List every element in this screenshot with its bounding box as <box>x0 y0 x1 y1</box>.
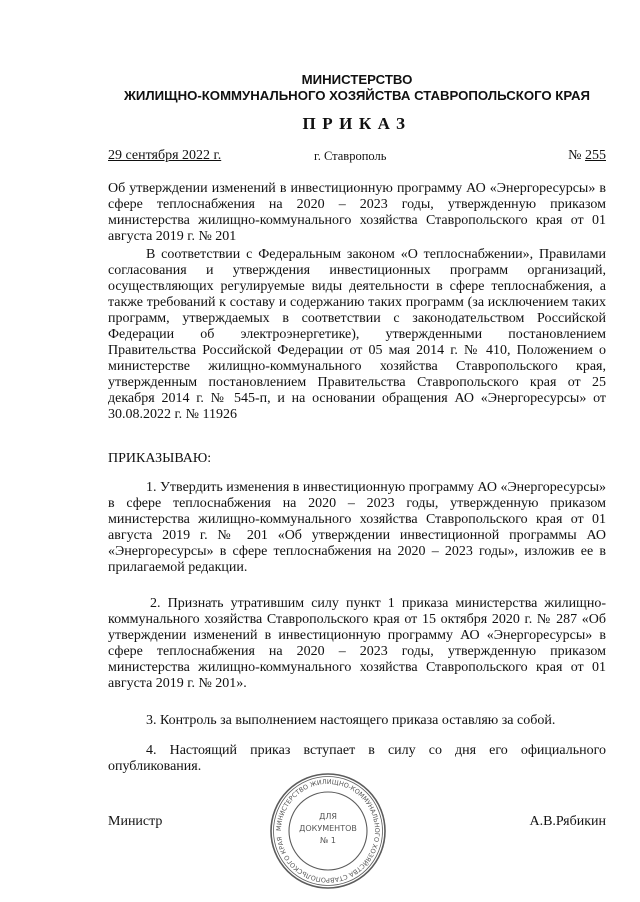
order-item-1: 1. Утвердить изменения в инвестиционную программу АО «Энергоресурсы» в сфере теплоснабжения на 2020 – 2023 годы, утвержденную приказом министерства жилищно-коммунального хозяйства Ставропольского края от 01 августа 2019 г. № 201 «Об утверждении инвестиционной программы АО «Энергоресурсы» в сфере теплоснабжения на 2020 – 2023 годы», изложив ее в прилагаемой редакции. <box>108 480 606 575</box>
signature-position: Министр <box>108 814 163 829</box>
document-number <box>568 148 606 164</box>
preamble-paragraph: В соответствии с Федеральным законом «О теплоснабжении», Правилами согласования и утверждения инвестиционных программ организаций, осуществляющих регулируемые виды деятельности в сфере теплоснабжения, а также требований к составу и содержанию таких программ (за исключением таких программ, утверждаемых в соответствии с законодательством Российской Федерации об электроэнергетике), утвержденными постановлением Правительства Российской Федерации от 05 мая 2014 г. № 410, Положением о министерстве жилищно-коммунального хозяйства Ставропольского края, утвержденным постановлением Правительства Ставропольского края от 25 декабря 2014 г. № 545-п, и на основании обращения АО «Энергоресурсы» от 30.08.2022 г. № 11926 <box>108 247 606 422</box>
document-city: г. Ставрополь <box>314 149 387 163</box>
number-sign: № <box>568 148 582 163</box>
order-item-3: 3. Контроль за выполнением настоящего приказа оставляю за собой. <box>146 713 556 728</box>
ministry-header <box>108 72 606 104</box>
order-word: ПРИКАЗЫВАЮ: <box>108 451 212 466</box>
number-value: 255 <box>585 148 606 163</box>
stamp-line-3: № 1 <box>320 836 336 845</box>
signature-name: А.В.Рябикин <box>529 814 606 829</box>
document-title: ПРИКАЗ <box>302 114 412 133</box>
stamp-line-1: ДЛЯ <box>319 812 337 821</box>
ministry-line-1: МИНИСТЕРСТВО <box>301 72 413 87</box>
order-item-4: 4. Настоящий приказ вступает в силу со дня его официального опубликования. <box>108 743 606 774</box>
order-item-2: 2. Признать утратившим силу пункт 1 приказа министерства жилищно-коммунального хозяйства Ставропольского края от 15 октября 2020 г. № 287 «Об утверждении изменений в инвестиционную программу АО «Энергоресурсы» в сфере теплоснабжения на 2020 – 2023 годы, утвержденную приказом министерства жилищно-коммунального хозяйства Ставропольского края от 01 августа 2019 г. № 201». <box>108 596 606 691</box>
stamp-line-2: ДОКУМЕНТОВ <box>299 824 357 833</box>
stamp-ring-path: МИНИСТЕРСТВО ЖИЛИЩНО-КОММУНАЛЬНОГО ХОЗЯЙСТВА СТАВРОПОЛЬСКОГО КРАЯ <box>274 777 382 885</box>
document-meta <box>108 148 606 166</box>
ministry-line-2: ЖИЛИЩНО-КОММУНАЛЬНОГО ХОЗЯЙСТВА СТАВРОПОЛЬСКОГО КРАЯ <box>124 88 590 103</box>
official-stamp <box>268 771 388 891</box>
document-date: 29 сентября 2022 г. <box>108 148 222 163</box>
document-subject: Об утверждении изменений в инвестиционную программу АО «Энергоресурсы» в сфере теплоснабжения на 2020 – 2023 годы, утвержденную приказом министерства жилищно-коммунального хозяйства Ставропольского края от 01 августа 2019 г. № 201 <box>108 181 606 244</box>
